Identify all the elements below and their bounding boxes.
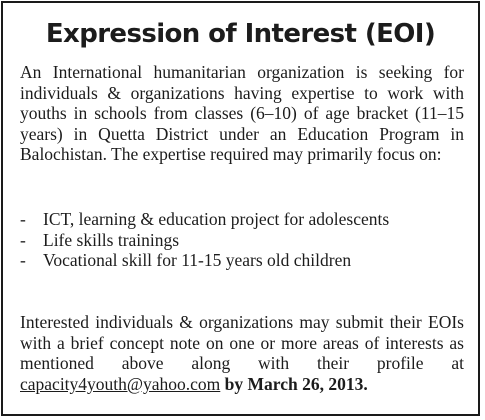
list-bullet: -: [20, 229, 26, 250]
intro-paragraph: An International humanitarian organization is seeking for individuals & organizations having expertise to work with youths in schools from classes (6–10) of age bracket (11–15 years) in Quetta District under an Education Program in Balochistan. The expertise required may primarily focus on:: [20, 62, 464, 165]
closing-paragraph: [20, 312, 464, 394]
closing-text: Interested individuals & organizations may submit their EOIs with a brief concept note on one or more areas of interests as mentioned above along with their profile at: [20, 312, 464, 374]
focus-areas-list: [20, 209, 464, 271]
list-item: [20, 250, 464, 271]
contact-email: capacity4youth@yahoo.com: [20, 373, 221, 394]
list-bullet: -: [20, 250, 26, 271]
eoi-advertisement: [1, 1, 480, 416]
list-bullet: -: [20, 209, 26, 229]
list-item: [20, 209, 464, 230]
list-item-text: Vocational skill for 11-15 years old children: [43, 250, 352, 271]
list-item-text: Life skills trainings: [43, 229, 180, 250]
list-item: [20, 230, 464, 251]
submission-deadline: by March 26, 2013.: [220, 373, 368, 394]
notice-title: Expression of Interest (EOI): [45, 19, 436, 49]
list-item-text: ICT, learning & education project for adolescents: [43, 209, 390, 229]
